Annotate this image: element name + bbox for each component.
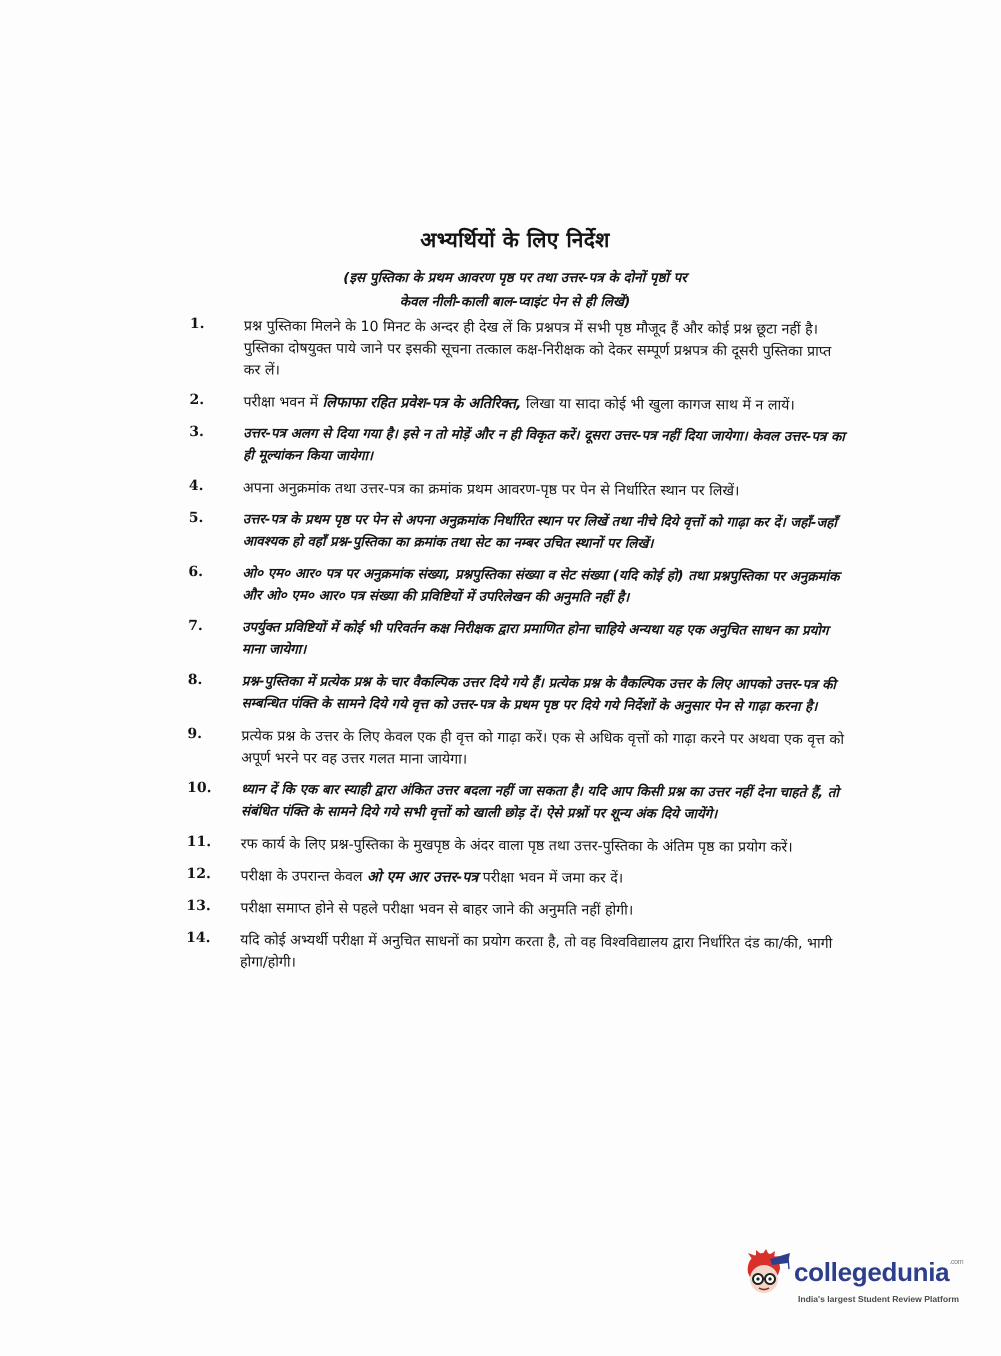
subtitle-line-2: केवल नीली-काली बाल-प्वाइंट पेन से ही लिखें) [399,294,631,310]
item-number: 14. [186,929,211,947]
brand-domain: .com [949,1259,964,1266]
item-text-part: परीक्षा भवन में जमा कर दें। [478,869,624,887]
item-text: अपना अनुक्रमांक तथा उत्तर-पत्र का क्रमांक प्रथम आवरण-पृष्ठ पर पेन से निर्धारित स्थान पर लिखें। [242,480,740,500]
instruction-item [188,617,848,665]
instruction-item [190,315,850,385]
item-number: 1. [189,315,205,333]
instruction-item [189,391,849,417]
instruction-item [186,897,846,923]
item-text: रफ कार्य के लिए प्रश्न-पुस्तिका के मुखपृष्ठ के अंदर वाला पृष्ठ तथा उत्तर-पुस्तिका के अंतिम पृष्ठ का प्रयोग करें। [240,836,793,856]
item-text-emphasis: लिफाफा रहित प्रवेश-पत्र के अतिरिक्त, [322,394,522,413]
instruction-item [187,833,847,859]
item-text-emphasis: ओ एम आर उत्तर-पत्र [367,869,479,886]
instruction-item [188,563,848,611]
item-text: ओ० एम० आर० पत्र पर अनुक्रमांक संख्या, प्रश्नपुस्तिका संख्या व सेट संख्या (यदि कोई हो) तथा प्रश्नपुस्तिका पर अनुक्रमांक और ओ० एम० आर० पत्र संख्या की प्रविष्टियों में उपरिलेखन की अनुमति नहीं है। [242,566,840,606]
item-number: 5. [188,509,204,527]
instruction-item [187,725,847,773]
instruction-item [189,477,849,503]
document-subtitle [0,266,1001,314]
instruction-item [186,929,846,977]
item-number: 3. [189,423,204,441]
item-text: प्रश्न पुस्तिका मिलने के 10 मिनट के अन्दर ही देख लें कि प्रश्नपत्र में सभी पृष्ठ मौजूद हैं और कोई प्रश्न छूटा नहीं है। पुस्तिका दोषयुक्त पाये जाने पर इसकी सूचना तत्काल कक्ष-निरीक्षक को देकर सम्पूर्ण प्रश्नपत्र की दूसरी पुस्तिका प्राप्त कर लें। [243,318,832,379]
item-number: 4. [188,477,204,495]
item-text [243,391,849,417]
subtitle-line-1: (इस पुस्तिका के प्रथम आवरण पृष्ठ पर तथा उत्तर-पत्र के दोनों पृष्ठों पर [343,270,687,286]
item-text: यदि कोई अभ्यर्थी परीक्षा में अनुचित साधनों का प्रयोग करता है, तो वह विश्वविद्यालय द्वारा निर्धारित दंड का/की, भागी होगा/होगी। [239,932,833,971]
item-text: परीक्षा समाप्त होने से पहले परीक्षा भवन से बाहर जाने की अनुमति नहीं होगी। [240,900,634,919]
item-number: 11. [186,833,212,851]
item-text-part: लिखा या सादा कोई भी खुला कागज साथ में न लायें। [521,396,795,414]
item-text: प्रत्येक प्रश्न के उत्तर के लिए केवल एक ही वृत्त को गाढ़ा करें। एक से अधिक वृत्तों को गाढ़ा करने पर अथवा एक वृत्त को अपूर्ण भरने पर वह उत्तर गलत माना जायेगा। [241,728,845,768]
item-text-part: परीक्षा के उपरान्त केवल [240,868,368,886]
instruction-list [186,315,850,987]
item-text: उपर्युक्त प्रविष्टियों में कोई भी परिवर्तन कक्ष निरीक्षक द्वारा प्रमाणित होना चाहिये अन्यथा यह एक अनुचित साधन का प्रयोग माना जायेगा। [241,620,829,658]
item-text: प्रश्न-पुस्तिका में प्रत्येक प्रश्न के चार वैकल्पिक उत्तर दिये गये हैं। प्रत्येक प्रश्न के वैकल्पिक उत्तर के लिए आपको उत्तर-पत्र की सम्बन्धित पंक्ति के सामने दिये गये वृत्त को उत्तर-पत्र के प्रथम पृष्ठ पर दिये गये निर्देशों के अनुसार पेन से गाढ़ा करना है। [241,674,836,715]
item-number: 2. [189,391,205,409]
item-number: 6. [188,563,204,581]
collegedunia-watermark [742,1247,972,1307]
item-text: उत्तर-पत्र अलग से दिया गया है। इसे न तो मोड़ें और न ही विकृत करें। दूसरा उत्तर-पत्र नहीं दिया जायेगा। केवल उत्तर-पत्र का ही मूल्यांकन किया जायेगा। [243,426,845,465]
item-text-part: परीक्षा भवन में [243,394,323,411]
item-number: 10. [187,779,212,797]
item-number: 12. [186,865,211,883]
instruction-item [187,779,847,827]
instruction-item [189,423,849,471]
item-text: ध्यान दें कि एक बार स्याही द्वारा अंकित उत्तर बदला नहीं जा सकता है। यदि आप किसी प्रश्न का उत्तर नहीं देना चाहते हैं, तो संबंधित पंक्ति के सामने दिये गये सभी वृत्तों को खाली छोड़ दें। ऐसे प्रश्नों पर शून्य अंक दिये जायेंगे। [240,782,839,823]
brand-name-text: collegedunia [794,1257,950,1287]
item-number: 13. [186,897,211,915]
brand-tagline: India's largest Student Review Platform [798,1294,960,1304]
document-title: अभ्यर्थियों के लिए निर्देश [420,228,610,252]
item-text: उत्तर-पत्र के प्रथम पृष्ठ पर पेन से अपना अनुक्रमांक निर्धारित स्थान पर लिखें तथा नीचे दिये वृत्तों को गाढ़ा कर दें। जहाँ-जहाँ आवश्यक हो वहाँ प्रश्न-पुस्तिका का क्रमांक तथा सेट का नम्बर उचित स्थानों पर लिखें। [242,512,837,552]
item-number: 9. [187,725,203,743]
instruction-item [189,509,849,557]
item-number: 7. [188,617,203,635]
instruction-item [188,671,848,719]
item-text [241,865,847,891]
item-number: 8. [187,671,203,689]
student-mascot-icon [742,1247,792,1299]
brand-name [794,1257,963,1288]
instruction-item [187,865,847,891]
